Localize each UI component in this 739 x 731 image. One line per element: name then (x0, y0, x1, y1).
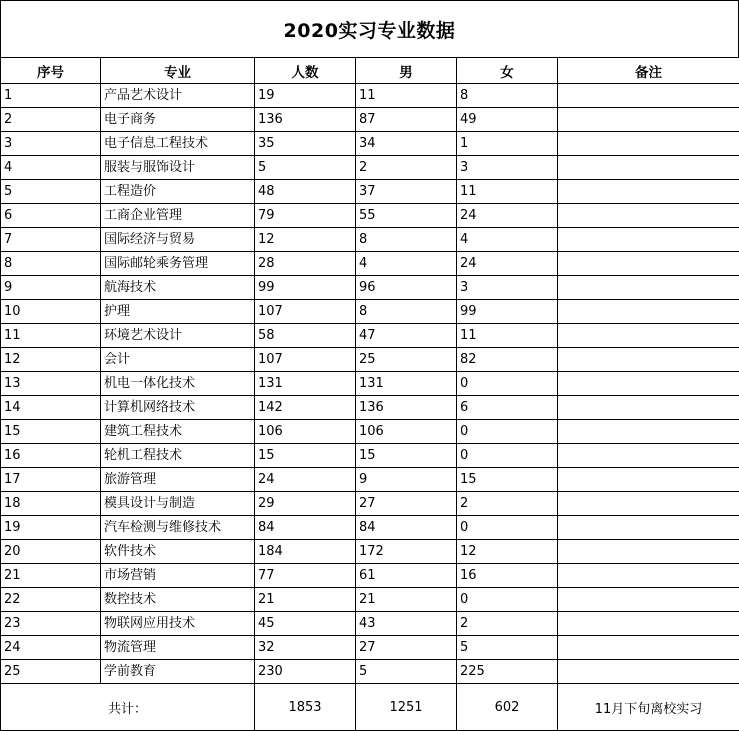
table-row (1, 324, 739, 348)
table-row (1, 252, 739, 276)
row-major-cell[interactable]: 环境艺术设计 (101, 324, 255, 348)
row-major-cell[interactable]: 电子信息工程技术 (101, 132, 255, 156)
table-row (1, 348, 739, 372)
row-male-cell[interactable]: 5 (356, 660, 457, 684)
row-male-cell[interactable]: 172 (356, 540, 457, 564)
row-note-cell[interactable] (558, 636, 739, 660)
row-index-cell[interactable]: 2 (1, 108, 101, 132)
row-note-cell[interactable] (558, 564, 739, 588)
row-note-cell[interactable] (558, 252, 739, 276)
table-row (1, 180, 739, 204)
row-female-cell[interactable]: 12 (457, 540, 558, 564)
row-count-cell[interactable]: 79 (255, 204, 356, 228)
row-male-cell[interactable]: 25 (356, 348, 457, 372)
table-row (1, 660, 739, 684)
row-note-cell[interactable] (558, 396, 739, 420)
row-major-cell[interactable]: 建筑工程技术 (101, 420, 255, 444)
row-index-cell[interactable]: 19 (1, 516, 101, 540)
row-count-cell[interactable]: 28 (255, 252, 356, 276)
row-female-cell[interactable]: 99 (457, 300, 558, 324)
row-note-cell[interactable] (558, 228, 739, 252)
header-cell-count[interactable]: 人数 (255, 58, 356, 84)
table-row (1, 420, 739, 444)
header-cell-note[interactable]: 备注 (558, 58, 739, 84)
row-count-cell[interactable]: 5 (255, 156, 356, 180)
row-male-cell[interactable]: 8 (356, 300, 457, 324)
row-female-cell[interactable]: 16 (457, 564, 558, 588)
row-count-cell[interactable]: 106 (255, 420, 356, 444)
table-row (1, 84, 739, 108)
row-major-cell[interactable]: 物流管理 (101, 636, 255, 660)
row-female-cell[interactable]: 15 (457, 468, 558, 492)
row-male-cell[interactable]: 8 (356, 228, 457, 252)
row-major-cell[interactable]: 服装与服饰设计 (101, 156, 255, 180)
row-major-cell[interactable]: 轮机工程技术 (101, 444, 255, 468)
row-female-cell[interactable]: 0 (457, 516, 558, 540)
table-row (1, 540, 739, 564)
total-count[interactable]: 1853 (255, 684, 356, 731)
row-male-cell[interactable]: 37 (356, 180, 457, 204)
row-male-cell[interactable]: 21 (356, 588, 457, 612)
table-row (1, 276, 739, 300)
row-index-cell[interactable]: 1 (1, 84, 101, 108)
row-female-cell[interactable]: 6 (457, 396, 558, 420)
row-major-cell[interactable]: 国际经济与贸易 (101, 228, 255, 252)
row-count-cell[interactable]: 21 (255, 588, 356, 612)
row-index-cell[interactable]: 16 (1, 444, 101, 468)
row-female-cell[interactable]: 0 (457, 444, 558, 468)
row-female-cell[interactable]: 2 (457, 492, 558, 516)
row-female-cell[interactable]: 2 (457, 612, 558, 636)
row-major-cell[interactable]: 旅游管理 (101, 468, 255, 492)
row-male-cell[interactable]: 61 (356, 564, 457, 588)
row-female-cell[interactable]: 11 (457, 324, 558, 348)
row-index-cell[interactable]: 11 (1, 324, 101, 348)
row-note-cell[interactable] (558, 108, 739, 132)
row-note-cell[interactable] (558, 156, 739, 180)
row-index-cell[interactable]: 8 (1, 252, 101, 276)
row-index-cell[interactable]: 24 (1, 636, 101, 660)
row-major-cell[interactable]: 计算机网络技术 (101, 396, 255, 420)
row-note-cell[interactable] (558, 180, 739, 204)
row-count-cell[interactable]: 77 (255, 564, 356, 588)
row-index-cell[interactable]: 9 (1, 276, 101, 300)
row-index-cell[interactable]: 14 (1, 396, 101, 420)
row-major-cell[interactable]: 汽车检测与维修技术 (101, 516, 255, 540)
row-note-cell[interactable] (558, 660, 739, 684)
table-row (1, 108, 739, 132)
row-major-cell[interactable]: 会计 (101, 348, 255, 372)
table-row (1, 396, 739, 420)
row-note-cell[interactable] (558, 444, 739, 468)
row-major-cell[interactable]: 国际邮轮乘务管理 (101, 252, 255, 276)
table-row (1, 468, 739, 492)
row-note-cell[interactable] (558, 612, 739, 636)
table-row (1, 372, 739, 396)
row-female-cell[interactable]: 49 (457, 108, 558, 132)
row-female-cell[interactable]: 82 (457, 348, 558, 372)
row-female-cell[interactable]: 0 (457, 372, 558, 396)
header-cell-index[interactable]: 序号 (1, 58, 101, 84)
row-index-cell[interactable]: 18 (1, 492, 101, 516)
total-male[interactable]: 1251 (356, 684, 457, 731)
row-major-cell[interactable]: 物联网应用技术 (101, 612, 255, 636)
row-major-cell[interactable]: 电子商务 (101, 108, 255, 132)
row-female-cell[interactable]: 24 (457, 204, 558, 228)
row-count-cell[interactable]: 32 (255, 636, 356, 660)
row-major-cell[interactable]: 工程造价 (101, 180, 255, 204)
row-note-cell[interactable] (558, 372, 739, 396)
row-note-cell[interactable] (558, 300, 739, 324)
row-count-cell[interactable]: 84 (255, 516, 356, 540)
row-female-cell[interactable]: 3 (457, 276, 558, 300)
row-major-cell[interactable]: 软件技术 (101, 540, 255, 564)
row-count-cell[interactable]: 107 (255, 300, 356, 324)
row-index-cell[interactable]: 5 (1, 180, 101, 204)
row-male-cell[interactable]: 11 (356, 84, 457, 108)
row-index-cell[interactable]: 25 (1, 660, 101, 684)
row-note-cell[interactable] (558, 84, 739, 108)
row-female-cell[interactable]: 0 (457, 420, 558, 444)
row-count-cell[interactable]: 136 (255, 108, 356, 132)
row-index-cell[interactable]: 10 (1, 300, 101, 324)
row-male-cell[interactable]: 27 (356, 636, 457, 660)
row-major-cell[interactable]: 机电一体化技术 (101, 372, 255, 396)
row-count-cell[interactable]: 99 (255, 276, 356, 300)
table-body (1, 84, 739, 684)
row-index-cell[interactable]: 20 (1, 540, 101, 564)
row-index-cell[interactable]: 6 (1, 204, 101, 228)
row-count-cell[interactable]: 184 (255, 540, 356, 564)
row-index-cell[interactable]: 7 (1, 228, 101, 252)
row-major-cell[interactable]: 数控技术 (101, 588, 255, 612)
data-table (0, 57, 739, 731)
row-count-cell[interactable]: 131 (255, 372, 356, 396)
total-row (1, 684, 739, 731)
row-index-cell[interactable]: 3 (1, 132, 101, 156)
row-index-cell[interactable]: 17 (1, 468, 101, 492)
row-female-cell[interactable]: 225 (457, 660, 558, 684)
row-male-cell[interactable]: 87 (356, 108, 457, 132)
row-major-cell[interactable]: 市场营销 (101, 564, 255, 588)
table-row (1, 588, 739, 612)
row-female-cell[interactable]: 24 (457, 252, 558, 276)
row-male-cell[interactable]: 9 (356, 468, 457, 492)
row-index-cell[interactable]: 12 (1, 348, 101, 372)
table-row (1, 564, 739, 588)
table-row (1, 444, 739, 468)
row-count-cell[interactable]: 58 (255, 324, 356, 348)
total-label[interactable]: 共计： (1, 684, 255, 731)
row-male-cell[interactable]: 43 (356, 612, 457, 636)
row-index-cell[interactable]: 23 (1, 612, 101, 636)
row-female-cell[interactable]: 3 (457, 156, 558, 180)
row-note-cell[interactable] (558, 204, 739, 228)
row-female-cell[interactable]: 0 (457, 588, 558, 612)
row-index-cell[interactable]: 13 (1, 372, 101, 396)
row-male-cell[interactable]: 4 (356, 252, 457, 276)
row-note-cell[interactable] (558, 468, 739, 492)
row-male-cell[interactable]: 96 (356, 276, 457, 300)
row-count-cell[interactable]: 230 (255, 660, 356, 684)
table-row (1, 156, 739, 180)
row-female-cell[interactable]: 8 (457, 84, 558, 108)
table-row (1, 204, 739, 228)
row-note-cell[interactable] (558, 420, 739, 444)
row-index-cell[interactable]: 21 (1, 564, 101, 588)
row-count-cell[interactable]: 15 (255, 444, 356, 468)
row-note-cell[interactable] (558, 132, 739, 156)
row-note-cell[interactable] (558, 324, 739, 348)
row-note-cell[interactable] (558, 348, 739, 372)
row-count-cell[interactable]: 24 (255, 468, 356, 492)
row-male-cell[interactable]: 47 (356, 324, 457, 348)
table-row (1, 228, 739, 252)
row-major-cell[interactable]: 产品艺术设计 (101, 84, 255, 108)
row-male-cell[interactable]: 2 (356, 156, 457, 180)
row-female-cell[interactable]: 4 (457, 228, 558, 252)
row-count-cell[interactable]: 12 (255, 228, 356, 252)
sheet-title: 2020实习专业数据 (0, 0, 739, 57)
row-male-cell[interactable]: 34 (356, 132, 457, 156)
row-male-cell[interactable]: 131 (356, 372, 457, 396)
row-count-cell[interactable]: 48 (255, 180, 356, 204)
row-note-cell[interactable] (558, 516, 739, 540)
row-count-cell[interactable]: 142 (255, 396, 356, 420)
row-male-cell[interactable]: 106 (356, 420, 457, 444)
row-major-cell[interactable]: 航海技术 (101, 276, 255, 300)
table-row (1, 300, 739, 324)
header-cell-major[interactable]: 专业 (101, 58, 255, 84)
table-row (1, 492, 739, 516)
row-count-cell[interactable]: 107 (255, 348, 356, 372)
row-major-cell[interactable]: 护理 (101, 300, 255, 324)
total-note[interactable]: 11月下旬离校实习 (558, 684, 739, 731)
row-male-cell[interactable]: 84 (356, 516, 457, 540)
row-female-cell[interactable]: 5 (457, 636, 558, 660)
row-male-cell[interactable]: 55 (356, 204, 457, 228)
row-male-cell[interactable]: 15 (356, 444, 457, 468)
row-male-cell[interactable]: 27 (356, 492, 457, 516)
row-note-cell[interactable] (558, 588, 739, 612)
row-female-cell[interactable]: 1 (457, 132, 558, 156)
table-row (1, 636, 739, 660)
row-count-cell[interactable]: 19 (255, 84, 356, 108)
row-female-cell[interactable]: 11 (457, 180, 558, 204)
header-cell-male[interactable]: 男 (356, 58, 457, 84)
row-index-cell[interactable]: 4 (1, 156, 101, 180)
table-row (1, 516, 739, 540)
row-male-cell[interactable]: 136 (356, 396, 457, 420)
row-count-cell[interactable]: 35 (255, 132, 356, 156)
row-major-cell[interactable]: 模具设计与制造 (101, 492, 255, 516)
row-major-cell[interactable]: 工商企业管理 (101, 204, 255, 228)
row-note-cell[interactable] (558, 540, 739, 564)
table-row (1, 612, 739, 636)
row-count-cell[interactable]: 29 (255, 492, 356, 516)
total-female[interactable]: 602 (457, 684, 558, 731)
row-major-cell[interactable]: 学前教育 (101, 660, 255, 684)
row-note-cell[interactable] (558, 492, 739, 516)
row-index-cell[interactable]: 22 (1, 588, 101, 612)
table-row (1, 132, 739, 156)
row-note-cell[interactable] (558, 276, 739, 300)
header-row (1, 58, 739, 84)
header-cell-female[interactable]: 女 (457, 58, 558, 84)
row-index-cell[interactable]: 15 (1, 420, 101, 444)
row-count-cell[interactable]: 45 (255, 612, 356, 636)
